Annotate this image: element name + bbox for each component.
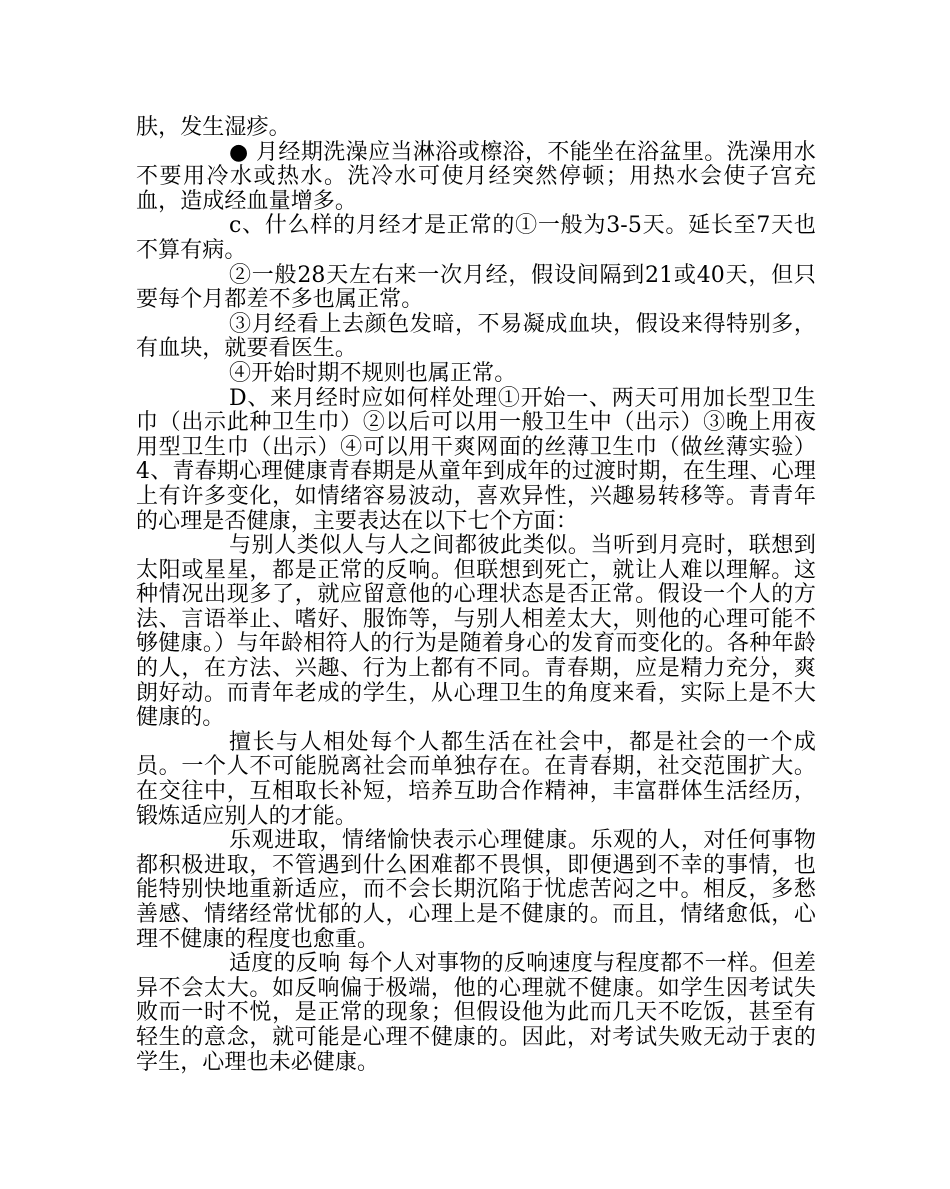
paragraph-7: D、来月经时应如何样处理①开始一、两天可用加长型卫生巾（出示此种卫生巾）②以后可以用一般卫生中（出示）③晚上用夜用型卫生巾（出示）④可以用干爽网面的丝薄卫生巾（做丝薄实验）4、青春期心理健康青春期是从童年到成年的过渡时期，在生理、心理上有许多变化，如情绪容易波动，喜欢异性，兴趣易转移等。青青年的心理是否健康，主要表达在以下七个方面： bbox=[136, 385, 816, 534]
paragraph-1: 肤，发生湿疹。 bbox=[136, 115, 291, 140]
paragraph-3: c、什么样的月经才是正常的①一般为3-5天。延长至7天也不算有病。 bbox=[136, 213, 816, 263]
paragraph-2: ● 月经期洗澡应当淋浴或檫浴，不能坐在浴盆里。洗澡用水不要用冷水或热水。洗冷水可使月经突然停顿；用热水会使子宫充血，造成经血量增多。 bbox=[136, 139, 816, 214]
paragraph-8: 与别人类似人与人之间都彼此类似。当听到月亮时，联想到太阳或星星，都是正常的反响。但联想到死亡，就让人难以理解。这种情况出现多了，就应留意他的心理状态是否正常。假设一个人的方法、言语举止、嗜好、服饰等，与别人相差太大，则他的心理可能不够健康。）与年龄相符人的行为是随着身心的发育而变化的。各种年龄的人，在方法、兴趣、行为上都有不同。青春期，应是精力充分，爽朗好动。而青年老成的学生，从心理卫生的角度来看，实际上是不大健康的。 bbox=[136, 533, 816, 731]
paragraph-6: ④开始时期不规则也属正常。 bbox=[229, 360, 517, 386]
document-body bbox=[136, 116, 816, 1075]
paragraph-10: 乐观进取，情绪愉快表示心理健康。乐观的人，对任何事物都积极进取，不管遇到什么困难都不畏惧，即便遇到不幸的事情，也能特别快地重新适应，而不会长期沉陷于忧虑苦闷之中。相反，多愁善感、情绪经常忧郁的人，心理上是不健康的。而且，情绪愈低，心理不健康的程度也愈重。 bbox=[136, 828, 816, 952]
paragraph-5: ③月经看上去颜色发暗，不易凝成血块，假设来得特别多，有血块，就要看医生。 bbox=[136, 311, 816, 362]
paragraph-11: 适度的反响 每个人对事物的反响速度与程度都不一样。但差异不会太大。如反响偏于极端，他的心理就不健康。如学生因考试失败而一时不悦，是正常的现象；但假设他为此而几天不吃饭，甚至有轻生的意念，就可能是心理不健康的。因此，对考试失败无动于衷的学生，心理也未必健康。 bbox=[136, 951, 816, 1075]
paragraph-9: 擅长与人相处每个人都生活在社会中，都是社会的一个成员。一个人不可能脱离社会而单独存在。在青春期，社交范围扩大。在交往中，互相取长补短，培养互助合作精神，丰富群体生活经历，锻炼适应别人的才能。 bbox=[136, 729, 816, 829]
paragraph-4: ②一般28天左右来一次月经，假设间隔到21或40天，但只要每个月都差不多也属正常。 bbox=[136, 262, 816, 313]
